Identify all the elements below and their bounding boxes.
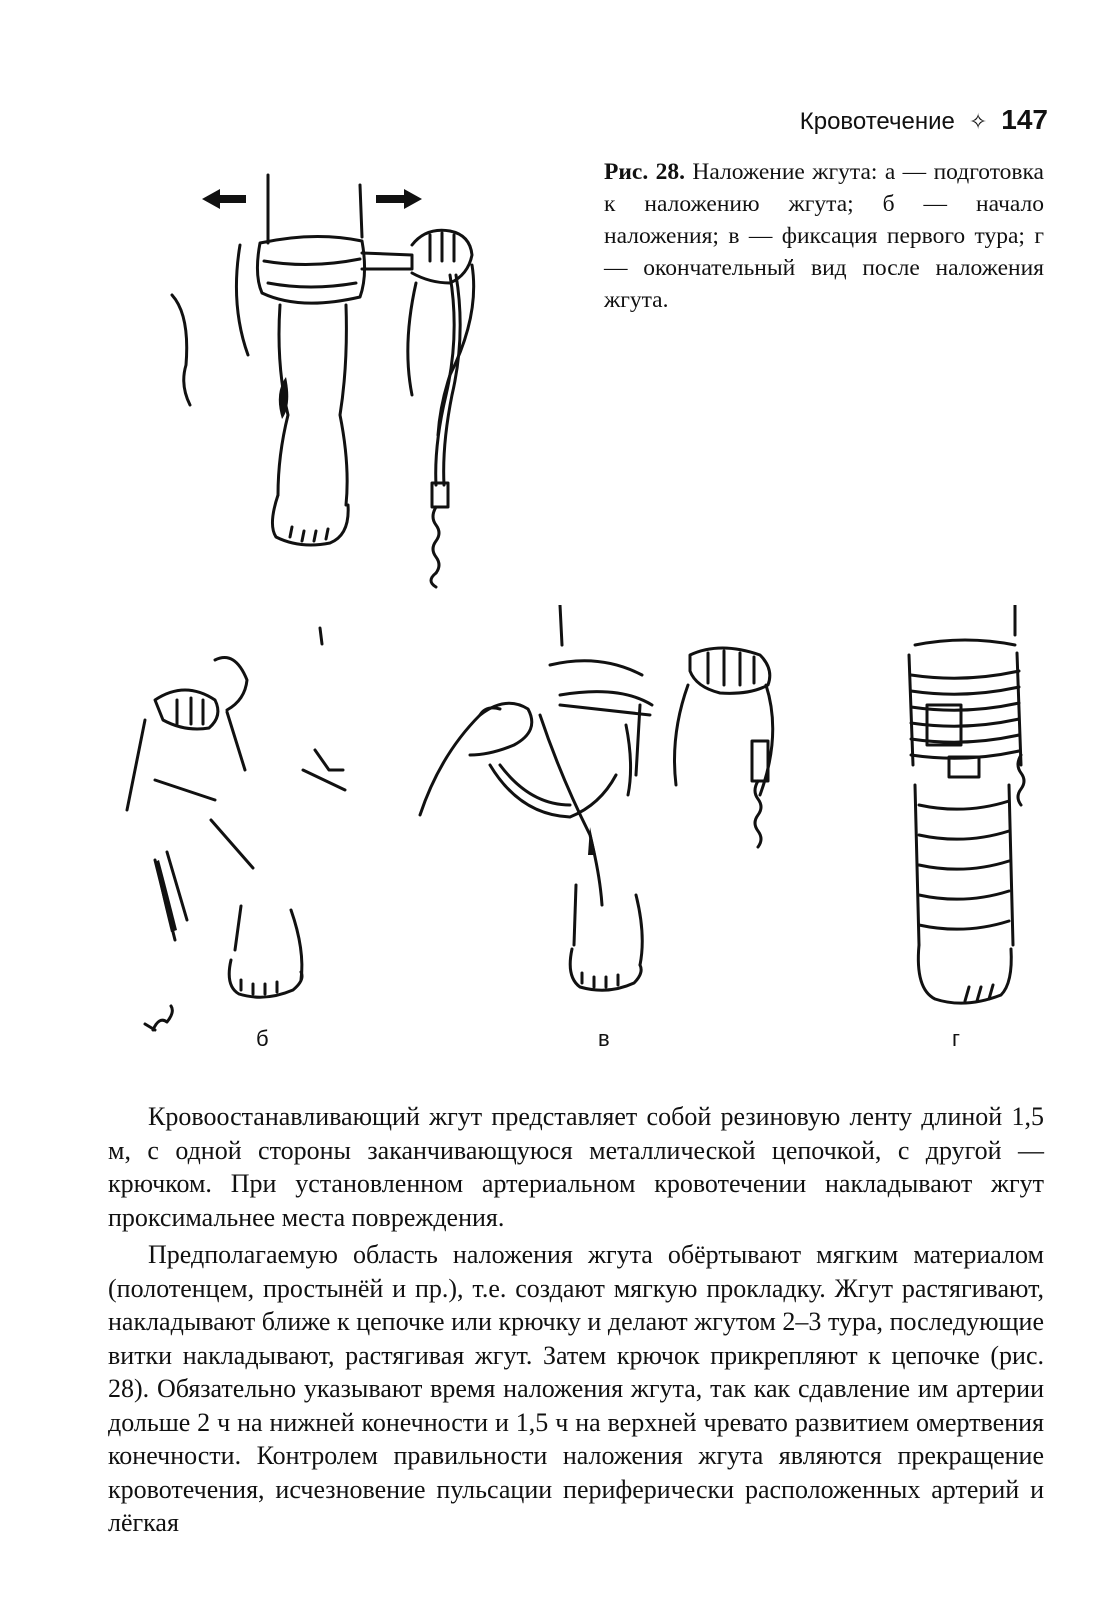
figure-caption	[604, 156, 1044, 316]
figure-caption-text: Наложение жгута: а — подготовка к наложению жгута; б — начало наложения; в — фиксация первого тура; г — окончательный вид после наложения жгута.	[604, 159, 1044, 313]
paragraph: Предполагаемую область наложения жгута обёртывают мягким материалом (полотенцем, простынёй и пр.), т.е. создают мягкую прокладку. Жгут растягивают, накладывают ближе к цепочке или крючку и делают жгутом 2–3 тура, последующие витки накладывают, растягивая жгут. Затем крючок прикрепляют к цепочке (рис. 28). Обязательно указывают время наложения жгута, так как сдавление им артерии дольше 2 ч на нижней конечности и 1,5 ч на верхней чревато развитием омертвения конечности. Контролем правильности наложения жгута являются прекращение кровотечения, исчезновение пульсации периферически расположенных артерий и лёгкая	[108, 1240, 1044, 1537]
figure-a-illustration	[150, 165, 530, 595]
left-arrow-icon	[202, 189, 246, 209]
figure-v-label: в	[598, 1026, 610, 1051]
right-arrow-icon	[376, 189, 422, 209]
header-separator-icon: ✧	[968, 109, 988, 134]
header-title: Кровотечение	[799, 108, 955, 135]
figure-g-label: г	[952, 1026, 961, 1051]
figure-b-illustration	[115, 620, 365, 1040]
page-number: 147	[1001, 104, 1048, 135]
body-text	[108, 1100, 1044, 1540]
figure-caption-label: Рис. 28.	[604, 159, 685, 185]
figure-v-illustration	[390, 605, 810, 1035]
figure-g-illustration	[905, 605, 1045, 1035]
running-header	[800, 104, 1048, 136]
figure-b-label: б	[256, 1026, 269, 1051]
hook-icon	[153, 1006, 172, 1030]
paragraph: Кровоостанавливающий жгут представляет собой резиновую ленту длиной 1,5 м, с одной стороны заканчивающуюся металлической цепочкой, с другой — крючком. При установленном артериальном кровотечении накладывают жгут проксимальнее места повреждения.	[108, 1102, 1044, 1232]
